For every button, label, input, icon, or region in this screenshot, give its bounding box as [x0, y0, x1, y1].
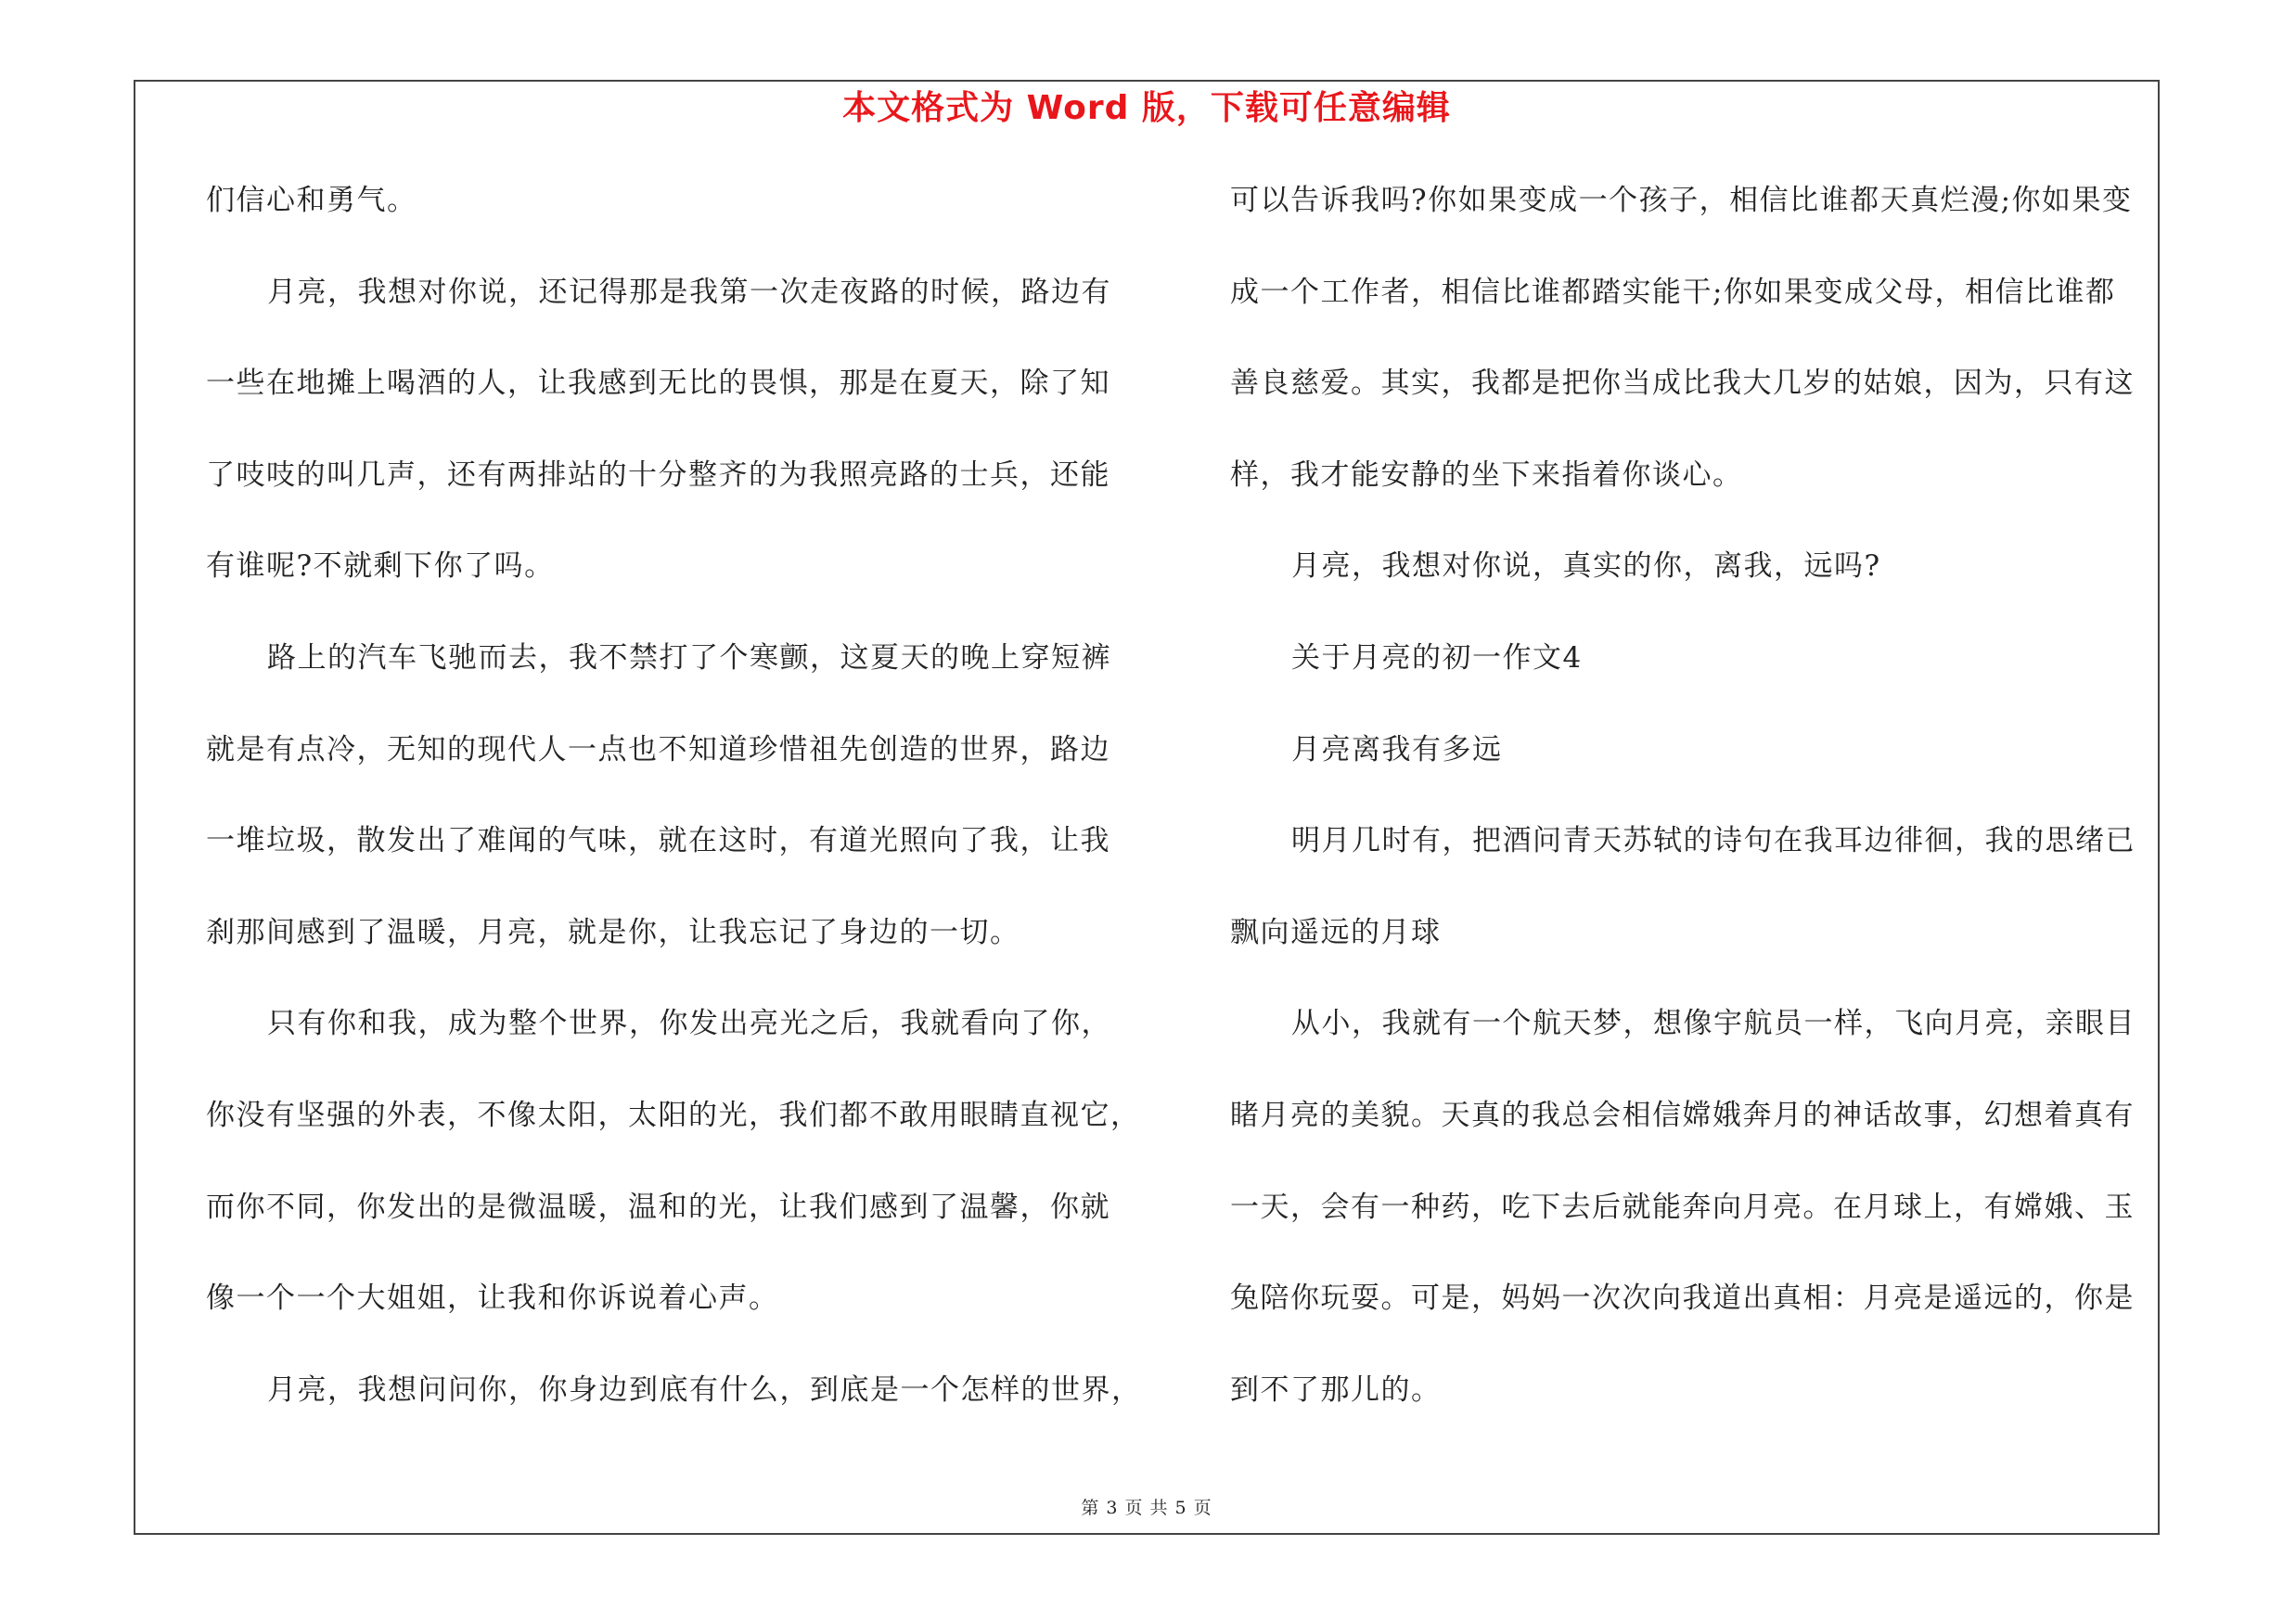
text-line: 你没有坚强的外表，不像太阳，太阳的光，我们都不敢用眼睛直视它， [206, 1098, 1141, 1132]
text-line: 一堆垃圾，散发出了难闻的气味，就在这时，有道光照向了我，让我 [206, 824, 1110, 858]
text-line: 月亮，我想对你说，真实的你，离我，远吗? [1291, 549, 1881, 584]
text-line: 飘向遥远的月球 [1230, 915, 1442, 949]
right-text-column [1230, 182, 2153, 1462]
text-line: 有谁呢?不就剩下你了吗。 [206, 549, 555, 584]
text-line: 一些在地摊上喝酒的人，让我感到无比的畏惧，那是在夏天，除了知 [206, 367, 1110, 401]
text-line: 到不了那儿的。 [1230, 1372, 1442, 1407]
left-text-column [206, 182, 1142, 1462]
text-line: 只有你和我，成为整个世界，你发出亮光之后，我就看向了你， [267, 1007, 1111, 1041]
text-line: 们信心和勇气。 [206, 184, 417, 217]
text-line: 就是有点冷，无知的现代人一点也不知道珍惜祖先创造的世界，路边 [206, 732, 1110, 766]
text-line: 成一个工作者，相信比谁都踏实能干;你如果变成父母，相信比谁都 [1230, 275, 2116, 309]
essay-title: 月亮离我有多远 [1291, 732, 1503, 766]
text-line: 月亮，我想问问你，你身边到底有什么，到底是一个怎样的世界， [267, 1372, 1142, 1407]
text-line: 像一个一个大姐姐，让我和你诉说着心声。 [206, 1282, 779, 1316]
text-line: 明月几时有，把酒问青天苏轼的诗句在我耳边徘徊，我的思绪已 [1291, 824, 2136, 858]
text-line: 样，我才能安静的坐下来指着你谈心。 [1230, 457, 1743, 492]
text-line: 而你不同，你发出的是微温暖，温和的光，让我们感到了温馨，你就 [206, 1190, 1110, 1224]
text-line: 路上的汽车飞驰而去，我不禁打了个寒颤，这夏天的晚上穿短裤 [267, 640, 1111, 675]
text-line: 可以告诉我吗?你如果变成一个孩子，相信比谁都天真烂漫;你如果变 [1230, 184, 2133, 217]
text-line: 一天，会有一种药，吃下去后就能奔向月亮。在月球上，有嫦娥、玉 [1230, 1190, 2135, 1224]
text-line: 善良慈爱。其实，我都是把你当成比我大几岁的姑娘，因为，只有这 [1230, 367, 2135, 401]
document-banner: 本文格式为 Word 版，下载可任意编辑 [842, 89, 1451, 127]
text-line: 睹月亮的美貌。天真的我总会相信嫦娥奔月的神话故事，幻想着真有 [1230, 1098, 2135, 1132]
text-line: 从小，我就有一个航天梦，想像宇航员一样，飞向月亮，亲眼目 [1291, 1007, 2136, 1041]
text-line: 兔陪你玩耍。可是，妈妈一次次向我道出真相：月亮是遥远的，你是 [1230, 1282, 2135, 1316]
text-line: 了吱吱的叫几声，还有两排站的十分整齐的为我照亮路的士兵，还能 [206, 457, 1110, 492]
page-number-footer: 第 3 页 共 5 页 [1081, 1498, 1212, 1518]
text-line: 刹那间感到了温暖，月亮，就是你，让我忘记了身边的一切。 [206, 915, 1020, 949]
section-heading: 关于月亮的初一作文4 [1291, 640, 1583, 675]
text-line: 月亮，我想对你说，还记得那是我第一次走夜路的时候，路边有 [267, 275, 1111, 309]
